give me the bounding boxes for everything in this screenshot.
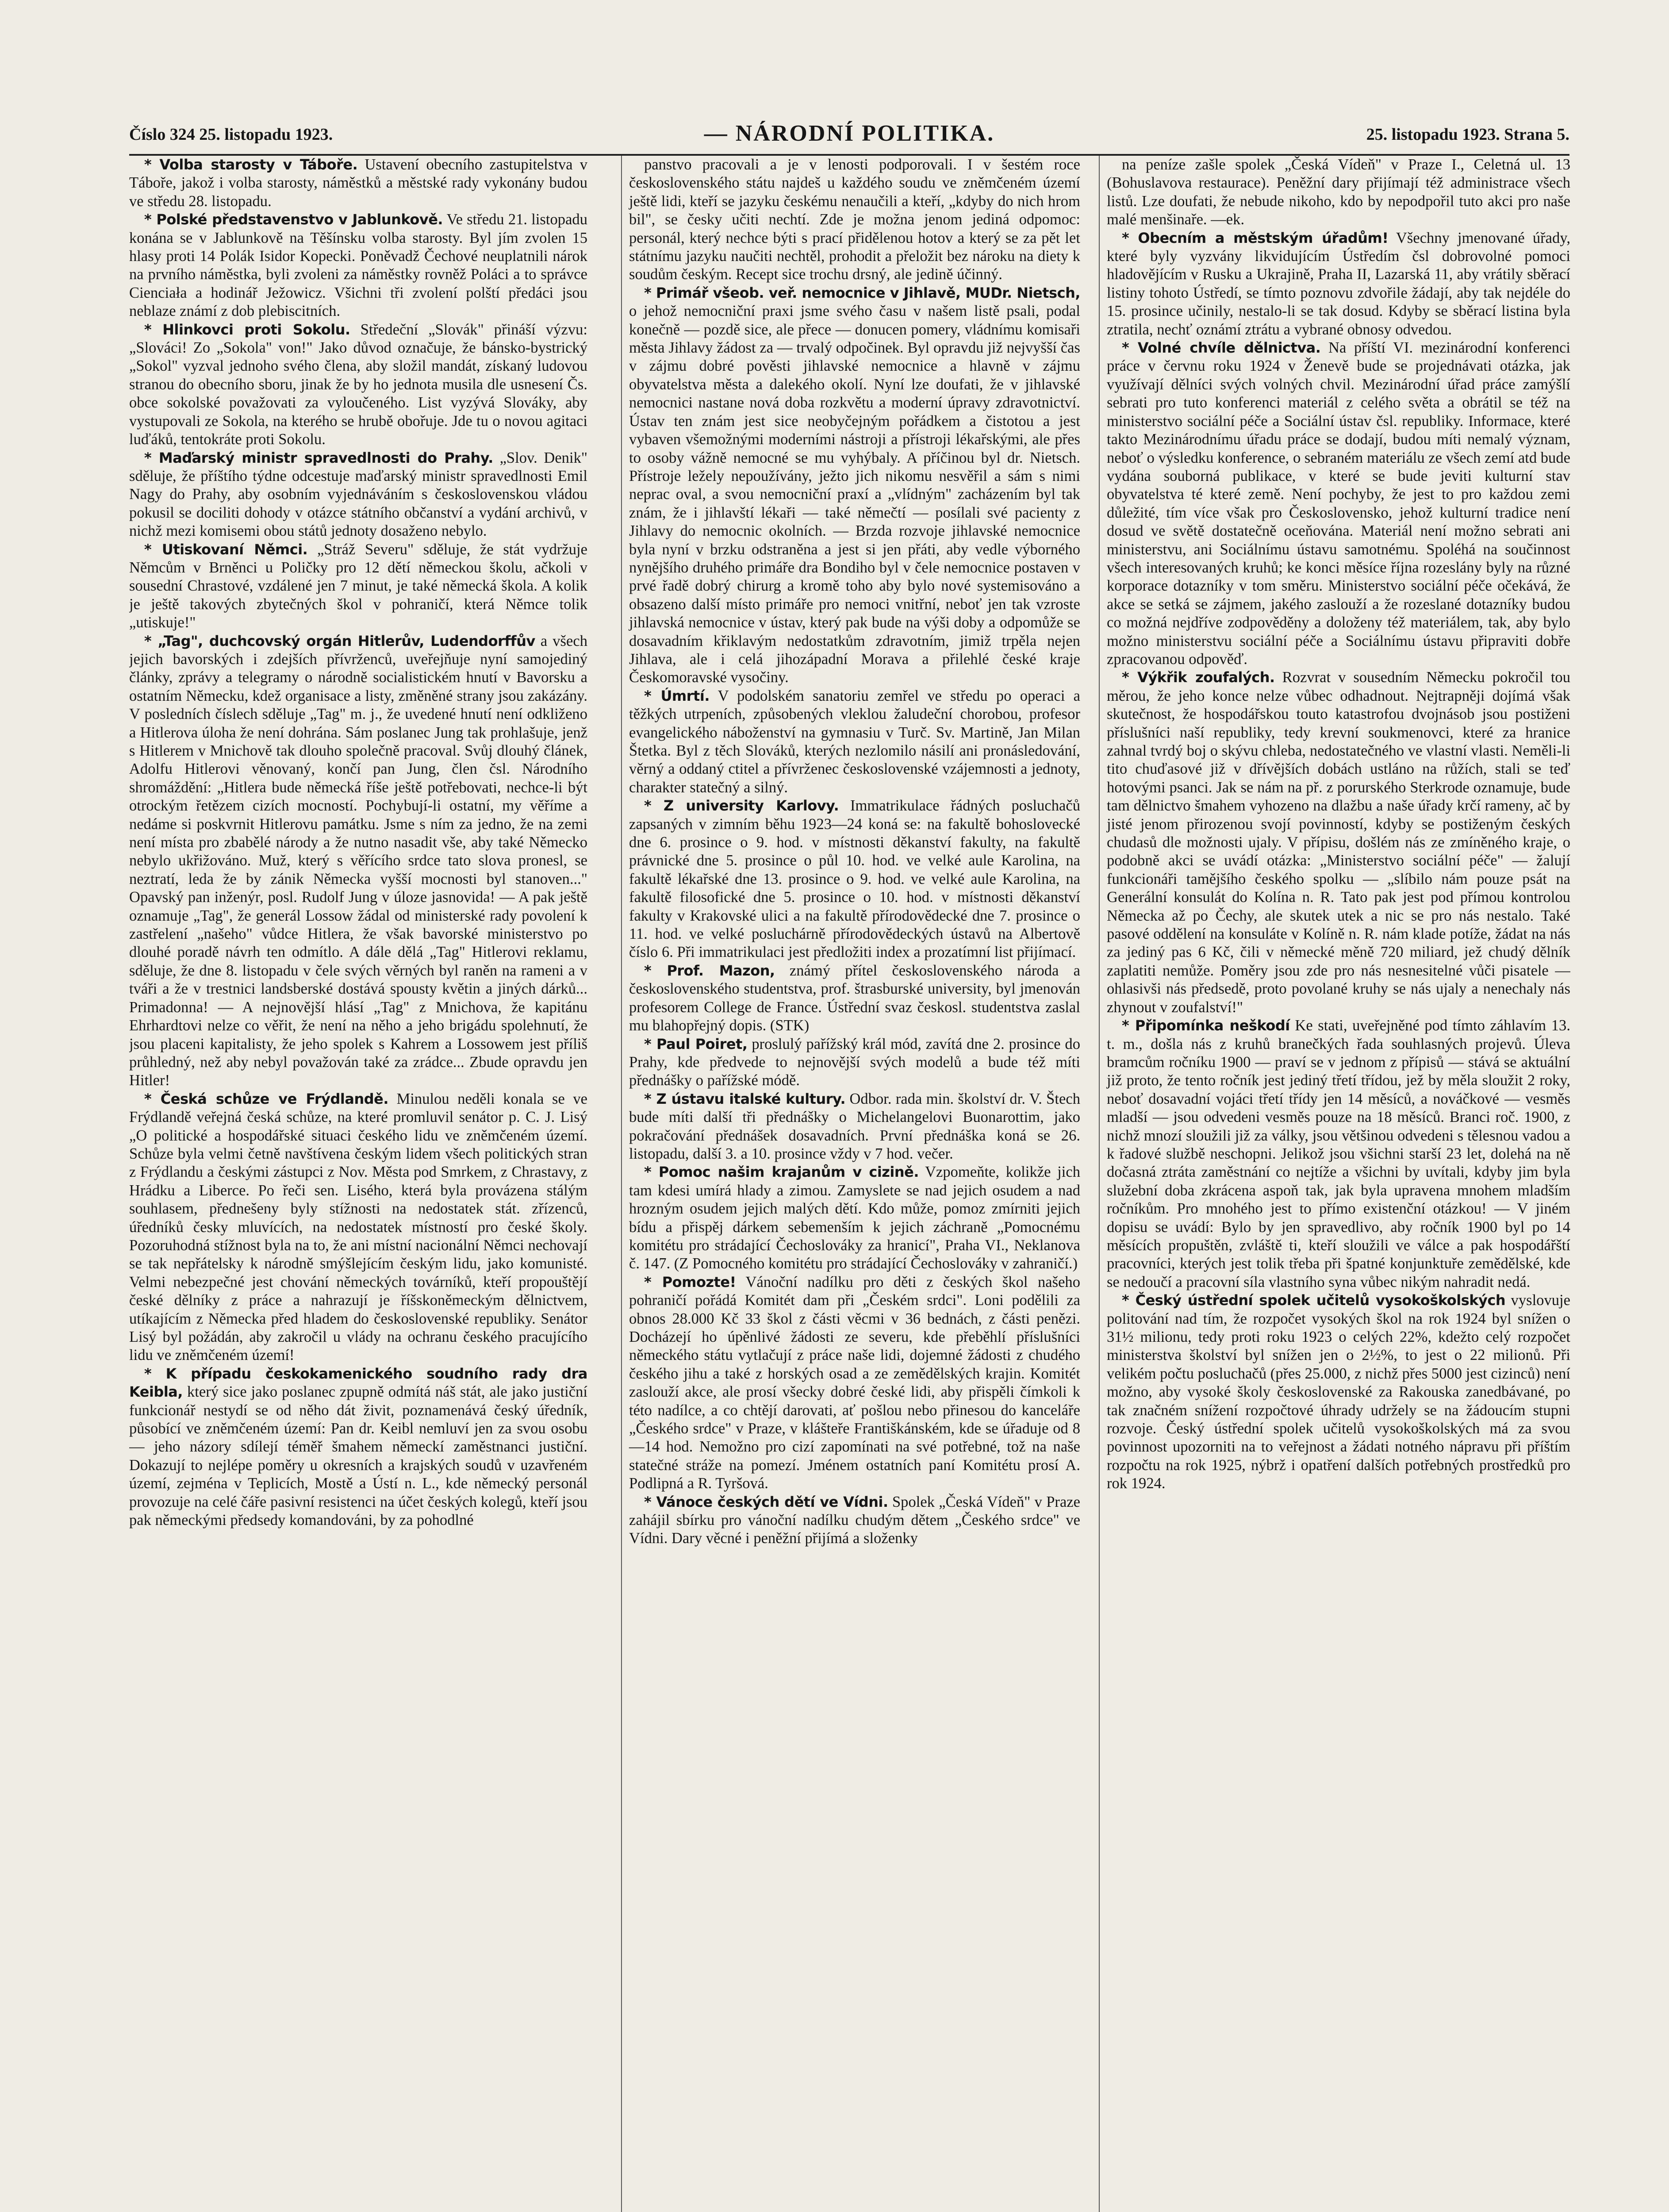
news-article: [629, 1163, 1080, 1273]
article-headline: * Pomozte!: [644, 1273, 736, 1290]
article-body: Odbor. rada min. školství dr. V. Štech bude míti další tři přednášky o Michelangelovi Buonarottim, jako pokračování přednášek dosavadních. První přednáška koná se 26. listopadu, další 3. a 10. prosince vždy v 7 hod. večer.: [629, 1090, 1080, 1162]
article-headline: * Hlinkovci proti Sokolu.: [144, 321, 350, 338]
news-article: [1107, 668, 1570, 1017]
news-article: [129, 1365, 587, 1530]
article-body: a všech jejich bavorských i zdejších přívrženců, uveřejňuje nyní samojediný články, zprávy a telegramy o národně socialistickém hnutí v Bavorsku a ostatním Německu, kdež organisace a listy, změněné strany jsou zakázány. V posledních číslech sděluje „Tag" m. j., že uvedené hnutí není odkliženo a Hitlerova úloha že není dohrána. Sám poslanec Jung tak prohlašuje, jenž s Hitlerem v Mnichově tak dlouho společně pracoval. Svůj dlouhý článek, Adolfu Hitlerovi věnovaný, končí pan Jung, člen čsl. Národního shromáždění: „Hitlera bude německá říše ještě potřebovati, nechce-li být otrockým řetězem cizích mocností. Pochybují-li ostatní, my věříme a nedáme si poskvrnit Hitlerovu památku. Jsme s ním za jedno, že na zemi není místa pro zbabělé národy a že nutno nasadit vše, aby také Německo nebylo ukřižováno. Muž, který s věřícího srdce tato slova pronesl, se neztratí, leda že by zánik Německa vyšší mocnosti byl stanoven..." Opavský pan inženýr, posl. Rudolf Jung v úloze jasnovida! — A pak ještě oznamuje „Tag", že generál Lossow žádal od ministerské rady povolení k zastřelení „našeho" vůdce Hitlera, že však bavorské ministerstvo po dlouhé poradě návrh ten odmítlo. A dále dělá „Tag" Hitlerovi reklamu, sděluje, že dne 8. listopadu v čele svých věrných byl raněn na rameni a v tváři a že v trestnici landsberské dostává spousty květin a jiných dárků... Primadonna! — A nejnovější hlásí „Tag" z Mnichova, že kapitánu Ehrhardtovi nelze co věřit, že není na něho a jeho brigádu spolehnutí, že jsou placeni kapitalisty, že jeho spolek s Kahrem a Lossowem jest příliš průhledný, než aby nebyl považován také za zrádce... Zbude opravdu jen Hitler!: [129, 632, 587, 1089]
article-body: Na příští VI. mezinárodní konferenci práce v červnu roku 1924 v Ženevě bude se projednávati otázka, jak využívají dělníci svých volných chvil. Mezinárodní úřad práce zamýšlí sebrati pro tuto konferenci materiál z celého světa a obrátil se též na ministerstvo sociální péče a Sociální ústav čsl. republiky. Informace, které takto Mezinárodnímu úřadu práce se dodají, budou míti nemalý význam, neboť o výsledku konference, o sebraném materiálu ze všech zemí atd bude vydána souborná publikace, v které se bude jeviti kulturní stav obyvatelstva té které země. Není pochyby, že jest to pro každou zemi důležité, tím více však pro Československo, jehož kulturní tradice není dosud ve světě dostatečně oceňována. Materiál není možno sebrati ani ministerstvu, ani Sociálnímu ústavu samotnému. Spoléhá na součinnost všech interesovaných kruhů; ke konci měsíce října rozeslány byly na různé korporace dotazníky v tom směru. Ministerstvo sociální péče očekává, že akce se setká se zájmem, jakého zaslouží a že rozeslané dotazníky budou co možná nejdříve zodpověděny a doloženy též materiálem, tak, aby bylo možno ministerstvu sociální péče a Sociálnímu ústavu připraviti dobře zpracovanou odpověď.: [1107, 339, 1570, 668]
article-body: Středeční „Slovák" přináší výzvu: „Slováci! Zo „Sokola" von!" Jako důvod označuje, že bánsko-bystrický „Sokol" vyzval jednoho svého člena, aby složil mandát, získaný ludovou stranou do obecního sboru, jinak že by ho jednota musila dle usnesení Čs. obce sokolské považovati za vyloučeného. List vyzývá Slováky, aby vystupovali ze Sokola, na kterého se hrubě obořuje. Jde tu o novou agitaci luďáků, tentokráte proti Sokolu.: [129, 321, 587, 448]
issue-number-date: Číslo 324 25. listopadu 1923.: [129, 125, 333, 144]
news-article: [129, 1090, 587, 1365]
article-headline: * Česká schůze ve Frýdlandě.: [144, 1090, 388, 1107]
article-headline: * Polské představenstvo v Jablunkově.: [144, 211, 443, 228]
news-article: [1107, 229, 1570, 339]
article-headline: * K případu českokamenického soudního rady dra Keibla,: [129, 1365, 587, 1401]
column-2: [621, 156, 1080, 2212]
news-article: [129, 211, 587, 320]
article-headline: * Obecním a městským úřadům!: [1122, 229, 1389, 246]
article-body: který sice jako poslanec zpupně odmítá náš stát, ale jako justiční funkcionář nestydí se od něho dát živit, poznamenává český úředník, působící ve zněmčeném území: Pan dr. Keibl nemluví jen za svou osobu — jeho názory sdílejí téměř šmahem německí zaměstnanci justiční. Dokazují to nejlépe poměry u okresních a krajských soudů v uzavřeném území, zejména v Teplicích, Mostě a Ústí n. L., kde německý personál provozuje na celé čáře pasivní resistenci na účet českých kolegů, kteří jsou pak německými předsedy komandováni, by za pohodlné: [129, 1383, 587, 1529]
article-headline: * „Tag", duchcovský orgán Hitlerův, Ludendorffův: [144, 632, 535, 649]
masthead-title: — NÁRODNÍ POLITIKA.: [704, 121, 995, 146]
news-article: [129, 632, 587, 1090]
news-article: [629, 1035, 1080, 1090]
article-body: známý přítel československého národa a československého studentstva, prof. štrasburské university, byl jmenován profesorem College de France. Ústřední svaz českosl. studentstva zaslal mu blahopřejný dopis. (STK): [629, 962, 1080, 1034]
article-headline: * Připomínka neškodí: [1122, 1017, 1290, 1034]
news-article: [629, 1493, 1080, 1548]
article-body: Minulou neděli konala se ve Frýdlandě veřejná česká schůze, na které promluvil senátor p. C. J. Lisý „O politické a hospodářské situaci českého lidu ve zněmčeném území. Schůze byla velmi četně navštívena českým lidem všech politických stran z Frýdlandu a českými zástupci z Nov. Města pod Smrkem, z Chrastavy, z Hrádku a Liberce. Po řeči sen. Lisého, která byla provázena stálým souhlasem, přednešeny byly stížnosti na nedostatek stát. zřízenců, úředníků česky mluvících, na nedostatek místností pro české školy. Pozoruhodná stížnost byla na to, že ani místní nacionální Němci nechovají se tak nepřátelsky k národně smýšlejícím českým lidu, jako komunisté. Velmi nebezpečné jest chování německých továrníků, kteří propouštějí české dělníky z práce a nahrazují je říšskoněmeckým dělnictvem, utíkajícím z Německa před hladem do československé republiky. Senátor Lisý byl požádán, aby zakročil u vlády na ochranu českého pracujícího lidu ve zněmčeném území!: [129, 1090, 587, 1364]
article-headline: * Výkřik zoufalých.: [1122, 669, 1275, 686]
news-article: [1107, 339, 1570, 668]
news-article: [1107, 1291, 1570, 1493]
news-article: [629, 797, 1080, 962]
article-body: Ke stati, uveřejněné pod tímto záhlavím 13. t. m., došla nás z kruhů branečkých řada souhlasných projevů. Úleva bramcům ročníku 1900 — praví se v jednom z přípisů — stává se aktuální již proto, že tento ročník jest jediný třetí třídou, jež by měla sloužit 2 roky, neboť dosavadní vojáci třetí třídy jen 14 měsíců, a nováčkové — vesměs mladší — jsou odvedeni vesměs pouze na 18 měsíců. Branci roč. 1900, z nichž mnozí sloužili již za války, jsou většinou odvedeni s tělesnou vadou a k řadové službě neschopni. Jelikož jsou všichni starší 23 let, dolehá na ně dočasná ztráta zaměstnání co nejtíže a všichni by uvítali, kdyby jim byla služební doba zkrácena aspoň tak, jak byla upravena mnohem mladším ročníkům. Pro mnohého jest to přímo existenční otázkou! — V jiném dopisu se uvádí: Bylo by jen spravedlivo, aby ročník 1900 byl po 14 měsících propuštěn, zvláště ti, kteří sloužili ve válce a pak hospodářští pracovníci, kterých jest tolik třeba při špatné konjunktuře zemědělské, kde se nedoučí a pracovní síla vlastního syna vůbec nikým nahradit nedá.: [1107, 1017, 1570, 1290]
article-body: panstvo pracovali a je v lenosti podporovali. I v šestém roce československého státu najdeš u každého soudu ve zněmčeném území ještě lidi, kteří se jazyku českému nenaučili a kteří, „kdyby do nich hrom bil", se česky učiti nechtí. Zde je možna jenom jediná odpomoc: personál, který nechce býti s prací přidělenou hotov a který se za pět let státnímu jazyku naučiti nechtěl, prohodit a přeložit bez nároku na diety k soudům českým. Recept sice trochu drsný, ale jedině účinný.: [629, 156, 1080, 283]
article-body: vyslovuje politování nad tím, že rozpočet vysokých škol na rok 1924 byl snížen o 31½ milionu, tedy proti roku 1923 o celých 22%, kdežto celý rozpočet ministerstva školství byl snížen jen o 2½%, to jest o 22 milionů. Při velikém počtu posluchačů (přes 25.000, z nichž přes 5000 jest cizinců) není možno, aby vysoké školy československé za Rakouska zanedbávané, po tak značném snížení rozpočtové úhrady udržely se na žádoucím stupni rozvoje. Český ústřední spolek učitelů vysokoškolských má za svou povinnost upozorniti na to veřejnost a žádati notného nápravu při příštím rozpočtu na rok 1925, nýbrž i opatření dalších potřebných prostředků pro rok 1924.: [1107, 1292, 1570, 1492]
article-headline: * Vánoce českých dětí ve Vídni.: [644, 1493, 888, 1510]
article-body: Ustavení obecního zastupitelstva v Táboře, jakož i volba starosty, náměstků a městské rady vykonány budou ve středu 28. listopadu.: [129, 156, 587, 210]
news-article: [129, 449, 587, 541]
article-headline: * Český ústřední spolek učitelů vysokoškolských: [1122, 1292, 1506, 1309]
article-body: V podolském sanatoriu zemřel ve středu po operaci a těžkých utrpeních, způsobených vleklou žaludeční chorobou, profesor evangelického náboženství na gymnasiu v Turč. Sv. Martině, Jan Milan Štetka. Byl z těch Slováků, kterých nezlomilo násilí ani pronásledování, věrný a oddaný ctitel a přívrženec československé vzájemnosti a jednoty, charakter statečný a silný.: [629, 687, 1080, 796]
article-body: Vzpomeňte, kolikže jich tam kdesi umírá hlady a zimou. Zamyslete se nad jejich osudem a nad hrozným osudem jejich malých dětí. Kdo může, pomoz zmírniti jejich bídu a přispěj dárkem sebemenším k jejich záchraně „Pomocnému komitétu pro strádající Čechoslováky za hranicí", Praha VI., Neklanova č. 147. (Z Pomocného komitétu pro strádající Čechoslováky v zahraničí.): [629, 1164, 1080, 1272]
column-3: [1099, 156, 1570, 2212]
article-headline: * Prof. Mazon,: [644, 962, 775, 979]
news-article: [129, 541, 587, 632]
article-headline: * Maďarský ministr spravedlnosti do Prahy.: [144, 449, 493, 466]
article-headline: * Úmrtí.: [644, 687, 710, 704]
news-article: [129, 321, 587, 449]
news-article: [629, 1090, 1080, 1164]
article-body: Ve středu 21. listopadu konána se v Jablunkově na Těšínsku volba starosty. Byl jím zvolen 15 hlasy proti 14 Polák Isidor Kopecki. Poněvadž Čechové neuplatnili nárok na prvního náměstka, byli zvoleni za náměstky rovněž Poláci a to správce Cienciała a hodinář Ježowicz. Všichni tři zvolení polští předáci jsou neblaze známí z dob plebiscitních.: [129, 211, 587, 320]
article-body: „Slov. Denik" sděluje, že příštího týdne odcestuje maďarský ministr spravedlnosti Emil Nagy do Prahy, aby osobním vyjednáváním s československou vládou pokusil se dociliti dohody v otázce státního občanství a vydání archivů, v nichž mezi komisemi obou států jednoty dosaženo nebylo.: [129, 449, 587, 540]
article-body: Vánoční nadílku pro děti z českých škol našeho pohraničí pořádá Komitét dam při „Českém srdci". Loni podělili za obnos 28.000 Kč 33 škol z části věcmi v 36 bednách, z části penězi. Docházejí ho úpěnlivé žádosti ze severu, kde přeběhlí příslušníci německého státu vytlačují z práce naše lidi, dojemné žádosti z chudého českého jihu a také z horských osad a ze zemědělských krajin. Komitét zaslouží akce, ale prosí všecky dobré české lidi, aby přispěli čímkoli k této nadílce, a co chtějí darovati, ať pošlou nebo přinesou do kanceláře „Českého srdce" v Praze, v klášteře Františkánském, kde se úřaduje od 8—14 hod. Nemožno pro cizí zapomínati na své potřebné, tož na naše statečné stráže na pomezí. Jménem ostatních paní Komitétu prosí A. Podlipná a R. Tyršová.: [629, 1273, 1080, 1492]
article-headline: * Volba starosty v Táboře.: [144, 156, 358, 173]
article-body: na peníze zašle spolek „Česká Vídeň" v Praze I., Celetná ul. 13 (Bohuslavova restaurace). Peněžní dary přijímají též administrace všech listů. Lze doufati, že nebude nikoho, kdo by nepodpořil tuto akci pro naše malé menšinaře. —ek.: [1107, 156, 1570, 228]
news-article: [1107, 156, 1570, 229]
article-body: o jehož nemocniční praxi jsme svého času v našem listě psali, podal konečně — pozdě sice, ale přece — donucen pomery, vládnímu komisaři města Jihlavy žádost za — trvalý odpočinek. Byl opravdu již nejvyšší čas v zájmu dobré pověsti jihlavské nemocnice a hlavně v zájmu obyvatelstva města a dalekého okolí. Nyní lze doufati, že v jihlavské nemocnici nastane nová doba rozkvětu a moderní úpravy zdravotnictví. Ústav ten znám jest sice neobyčejným pořádkem a čistotou a jest vybaven všemožnými moderními nástroji a přístroji lékařskými, ale přes to osoby vážně nemocné se mu vyhýbaly. A příčinou byl dr. Nietsch. Přístroje ležely nepoužívány, ježto jich nikomu nesvěřil a sám s nimi neprac oval, a svou nemocniční praxí a „vlídným" zacházením byl tak znám, že i jihlavští lékaři — také němečtí — posílali své pacienty z Jihlavy do nemocnic okolních. — Brzda rozvoje jihlavské nemocnice byla nyní v brzku odstraněna a jest si jen přáti, aby vedle výborného nynějšího druhého primáře dra Bondiho byl v čele nemocnice postaven v prvé řadě dobrý chirurg a kromě toho aby bylo nové systemisováno a obsazeno další místo primáře pro nemoci vnitřní, neboť jen tak vzroste jihlavská nemocnice v ústav, který pak bude na výši doby a odpomůže se dosavadním křiklavým nedostatkům zdravotním, jimiž trpěla nejen Jihlava, ale i celá jihozápadní Morava a přilehlé české kraje Českomoravské vysočiny.: [629, 303, 1080, 686]
article-body: „Stráž Severu" sděluje, že stát vydržuje Němcům v Brněnci u Poličky pro 12 dětí německou školu, ačkoli v sousední Chrastové, vzdálené jen 7 minut, je také německá škola. A kolik je ještě takových zbytečných škol v pohraničí, která Němce tolik „utiskuje!": [129, 541, 587, 631]
article-headline: * Z ústavu italské kultury.: [644, 1090, 846, 1107]
article-body: proslulý pařížský král mód, zavítá dne 2. prosince do Prahy, kde předvede to nejnovější svých modelů a bude též míti přednášky o pařížské módě.: [629, 1035, 1080, 1089]
article-headline: * Paul Poiret,: [644, 1035, 748, 1052]
news-article: [629, 156, 1080, 284]
news-article: [129, 156, 587, 211]
column-1: [129, 156, 587, 2212]
article-headline: * Utiskovaní Němci.: [144, 541, 308, 558]
news-article: [629, 687, 1080, 797]
article-headline: * Primář všeob. veř. nemocnice v Jihlavě, MUDr. Nietsch,: [644, 284, 1080, 301]
news-article: [629, 284, 1080, 687]
article-body: Immatrikulace řádných posluchačů zapsaných v zimním běhu 1923—24 koná se: na fakultě bohoslovecké dne 6. prosince o 9. hod. v místnosti děkanství fakulty, na fakultě právnické dne 5. prosince o půl 10. hod. ve velké aule Karolina, na fakultě lékařské dne 13. prosince o 9. hod. ve velké aule Karolina, na fakultě filosofické dne 5. prosince o 10. hod. v místnosti děkanství fakulty v Krakovské ulici a na fakultě přírodovědecké dne 7. prosince o 11. hod. ve velké posluchárně přírodovědeckých ústavů na Albertově číslo 6. Při immatrikulaci jest předložiti index a prozatímní list přijímací.: [629, 797, 1080, 961]
news-article: [629, 1273, 1080, 1493]
news-article: [629, 962, 1080, 1035]
article-body: Všechny jmenované úřady, které byly vyzvány likvidujícím Ústředím čsl dobrovolné pomoci hladovějícím v Rusku a Ukrajině, Praha II, Lazarská 11, aby vrátily sběrací listiny tohoto Ústředí, se tímto poznovu zdvořile žádají, aby tak nejdéle do 15. prosince učinily, nestalo-li se tak dosud. Kdyby se sběrací listina byla ztratila, nechť oznámí ztrátu a vybrané obnosy odvedou.: [1107, 229, 1570, 338]
article-headline: * Pomoc našim krajanům v cizině.: [644, 1164, 919, 1181]
article-headline: * Z university Karlovy.: [644, 797, 839, 814]
news-article: [1107, 1017, 1570, 1291]
article-body: Spolek „Česká Vídeň" v Praze zahájil sbírku pro vánoční nadílku chudým dětem „Českého srdce" ve Vídni. Dary věcné i peněžní přijímá a složenky: [629, 1493, 1080, 1547]
page-header: [129, 119, 1569, 156]
article-body: Rozvrat v sousedním Německu pokročil tou měrou, že jeho konce nelze vůbec odhadnout. Nejtrapněji dojímá však skutečnost, že hospodářskou touto katastrofou dvojnásob jsou postiženi příslušníci naší republiky, tedy krevní soukmenovci, které za hranice zahnal tvrdý boj o skývu chleba, nedostatečného ve vlastní vlasti. Neměli-li tito chuďasové již v dřívějších dobách ustláno na růžích, stali se teď hotovými psanci. Jak se nám na př. z porurského Sterkrode oznamuje, bude tam dělnictvo šmahem vyhozeno na dlažbu a naše úřady krčí rameny, ač by jisté jenom přirozenou svojí povinností, kdyby se postiženým českých chudasů dle možnosti ujaly. V přípisu, došlém nás ze zmíněného kraje, o podobně akci se uvádí otázka: „Ministerstvo sociální péče" — žalují funkcionáři tamějšího českého spolku — „slíbilo nám pouze psát na Generální konsulát do Kolína n. R. Tato pak jest pod přímou kontrolou Německa až po Čechy, ale skutek utek a nic se pro nás nestalo. Také pasové oddělení na konsuláte v Kolíně n. R. nám klade potíže, žádat na nás za jediný pas 6 Kč, čili v německé měně 720 miliard, jež chudý dělník zaplatiti nemůže. Poměry jsou zde pro nás nesnesitelné vůči pisatele — ohlasivši nás předsedě, proto povolané kruhy se nás ujaly a nenechaly nás zhynout v zoufalství!": [1107, 669, 1570, 1016]
date-page-number: 25. listopadu 1923. Strana 5.: [1366, 125, 1569, 144]
article-headline: * Volné chvíle dělnictva.: [1122, 339, 1321, 357]
